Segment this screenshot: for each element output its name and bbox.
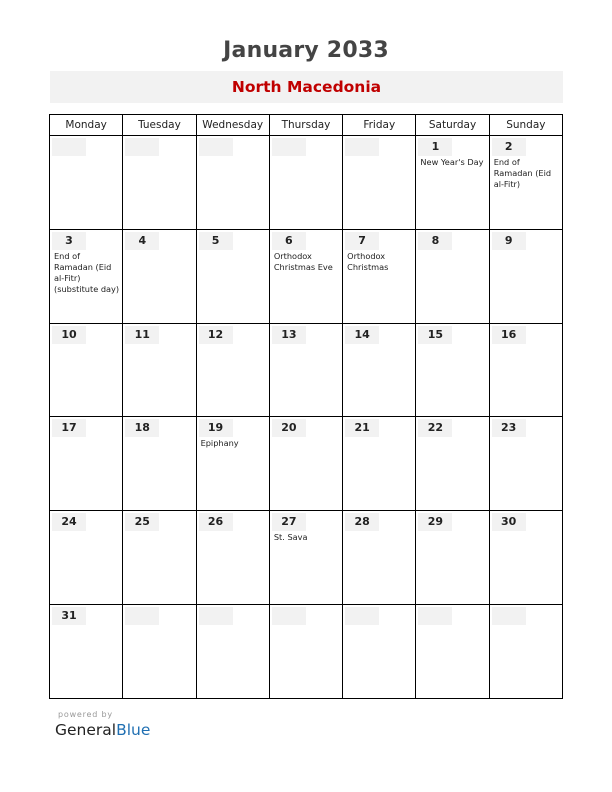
week-row — [50, 323, 563, 417]
day-number: 3 — [52, 232, 86, 250]
holiday-label: Epiphany — [200, 438, 239, 449]
day-cell — [416, 605, 489, 699]
day-cell — [196, 136, 269, 230]
calendar-grid — [49, 114, 563, 699]
day-cell — [123, 605, 196, 699]
holiday-label: Orthodox Christmas — [347, 250, 389, 272]
day-cell — [196, 511, 269, 605]
day-number — [199, 607, 233, 625]
page-title: January 2033 — [223, 38, 389, 63]
week-row — [50, 417, 563, 511]
holiday-label: Orthodox Christmas Eve — [273, 250, 333, 272]
day-number: 8 — [418, 232, 452, 250]
day-number: 30 — [492, 513, 526, 531]
weekday-thursday: Thursday — [269, 115, 342, 136]
day-cell — [489, 511, 562, 605]
day-number: 26 — [199, 513, 233, 531]
brand-general: General — [55, 721, 117, 739]
weekday-saturday: Saturday — [416, 115, 489, 136]
day-number: 17 — [52, 419, 86, 437]
day-number: 5 — [199, 232, 233, 250]
day-number: 24 — [52, 513, 86, 531]
day-number: 23 — [492, 419, 526, 437]
day-cell — [489, 417, 562, 511]
day-number: 7 — [345, 232, 379, 250]
day-number — [272, 607, 306, 625]
week-row — [50, 136, 563, 230]
day-number — [52, 138, 86, 156]
day-number: 11 — [125, 326, 159, 344]
day-cell — [489, 605, 562, 699]
brand-logo — [55, 721, 150, 739]
country-name: North Macedonia — [231, 78, 382, 96]
week-row — [50, 229, 563, 323]
day-cell — [123, 323, 196, 417]
weekday-wednesday: Wednesday — [196, 115, 269, 136]
week-row — [50, 511, 563, 605]
holiday-label: New Year's Day — [420, 157, 484, 167]
day-number: 15 — [418, 326, 452, 344]
day-number — [125, 607, 159, 625]
day-cell — [269, 229, 342, 323]
holiday-label: End of Ramadan (Eid al-Fitr) — [493, 157, 552, 189]
day-cell — [196, 417, 269, 511]
day-cell — [489, 229, 562, 323]
day-cell — [343, 136, 416, 230]
day-number: 20 — [272, 419, 306, 437]
day-number: 13 — [272, 326, 306, 344]
day-cell — [343, 229, 416, 323]
day-number: 28 — [345, 513, 379, 531]
day-cell — [50, 229, 123, 323]
weekday-header-row — [50, 115, 563, 136]
weekday-tuesday: Tuesday — [123, 115, 196, 136]
day-cell — [343, 417, 416, 511]
calendar-body — [50, 136, 563, 699]
day-number: 19 — [199, 419, 233, 437]
day-number — [418, 607, 452, 625]
day-number: 21 — [345, 419, 379, 437]
day-cell — [50, 136, 123, 230]
day-number — [272, 138, 306, 156]
holiday-label: St. Sava — [273, 532, 308, 543]
day-number: 18 — [125, 419, 159, 437]
brand-blue: Blue — [116, 721, 151, 739]
day-number: 27 — [272, 513, 306, 531]
weekday-monday: Monday — [50, 115, 123, 136]
day-cell — [343, 605, 416, 699]
day-cell — [269, 511, 342, 605]
week-row — [50, 605, 563, 699]
day-number: 10 — [52, 326, 86, 344]
day-number: 16 — [492, 326, 526, 344]
holiday-label: End of Ramadan (Eid al-Fitr) (substitute day) — [54, 250, 120, 294]
powered-by-label: powered by — [58, 710, 113, 719]
country-banner — [50, 71, 563, 103]
day-cell — [123, 136, 196, 230]
day-cell — [50, 605, 123, 699]
day-number: 22 — [418, 419, 452, 437]
day-cell — [416, 136, 489, 230]
day-cell — [123, 229, 196, 323]
day-cell — [269, 605, 342, 699]
day-cell — [269, 323, 342, 417]
day-cell — [489, 323, 562, 417]
day-number — [345, 607, 379, 625]
day-number: 2 — [492, 138, 526, 156]
day-cell — [489, 136, 562, 230]
day-number: 14 — [345, 326, 379, 344]
day-number: 29 — [418, 513, 452, 531]
day-number: 12 — [199, 326, 233, 344]
day-number: 1 — [418, 138, 452, 156]
day-cell — [269, 136, 342, 230]
day-number — [125, 138, 159, 156]
day-number: 25 — [125, 513, 159, 531]
day-cell — [343, 511, 416, 605]
day-cell — [416, 323, 489, 417]
day-cell — [416, 229, 489, 323]
day-cell — [123, 511, 196, 605]
day-cell — [50, 511, 123, 605]
day-cell — [123, 417, 196, 511]
day-cell — [416, 511, 489, 605]
day-cell — [50, 417, 123, 511]
day-cell — [50, 323, 123, 417]
weekday-friday: Friday — [343, 115, 416, 136]
day-number: 9 — [492, 232, 526, 250]
day-cell — [269, 417, 342, 511]
day-number — [345, 138, 379, 156]
day-cell — [196, 229, 269, 323]
day-number: 31 — [52, 607, 86, 625]
day-cell — [196, 323, 269, 417]
day-number — [492, 607, 526, 625]
day-cell — [343, 323, 416, 417]
day-number: 6 — [272, 232, 306, 250]
day-number: 4 — [125, 232, 159, 250]
day-cell — [196, 605, 269, 699]
day-number — [199, 138, 233, 156]
day-cell — [416, 417, 489, 511]
weekday-sunday: Sunday — [489, 115, 562, 136]
